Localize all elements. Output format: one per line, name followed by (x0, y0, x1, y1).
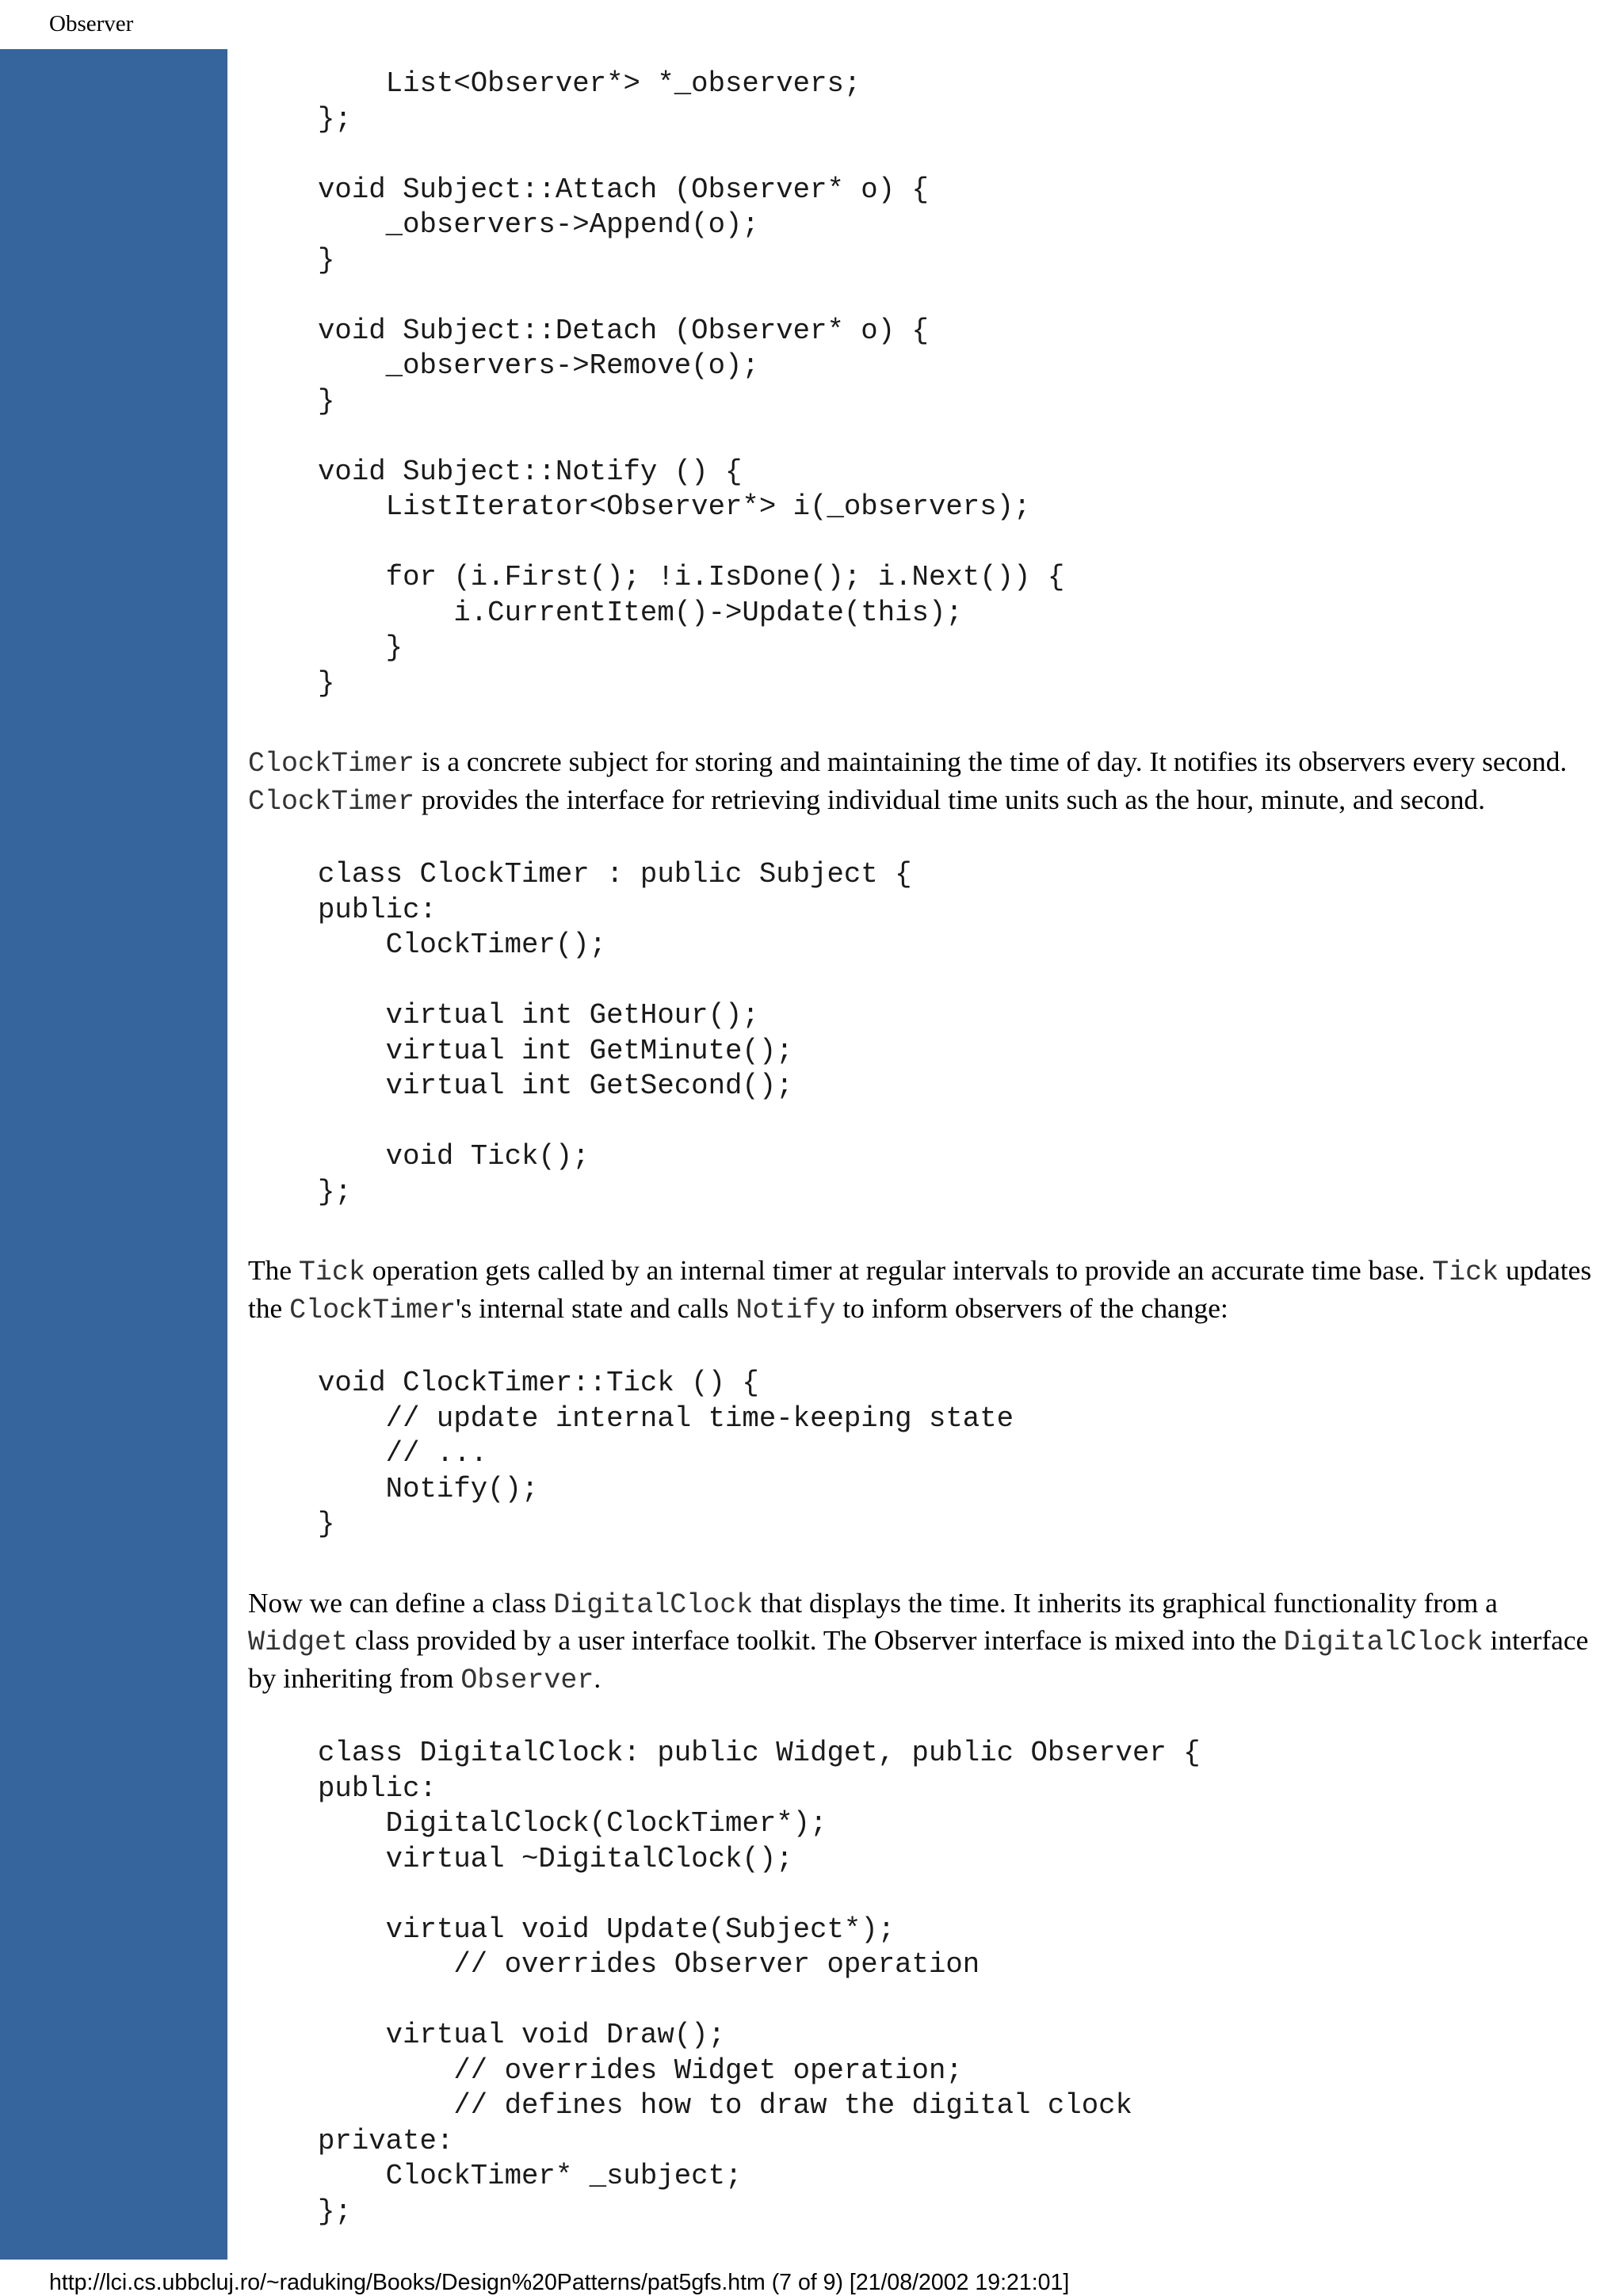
paragraph-text: 's internal state and calls (456, 1291, 736, 1324)
paragraph-text: is a concrete subject for storing and maintaining the time of day. It notifies its observers every second. (414, 746, 1568, 777)
footer-url: http://lci.cs.ubbcluj.ro/~raduking/Books/Design%20Patterns/pat5gfs.htm (7 of 9) [21/08/2002 19:21:01] (49, 2270, 1070, 2295)
inline-code: ClockTimer (248, 785, 415, 818)
inline-code: Tick (298, 1257, 365, 1288)
code-block-clocktimer-class: class ClockTimer : public Subject { public: ClockTimer(); virtual int GetHour(); virtual int GetMinute(); virtual int GetSecond(); void Tick(); }; (318, 858, 912, 1208)
paragraph-text: updates the (248, 1254, 1592, 1324)
inline-code: Widget (248, 1627, 349, 1658)
paragraph-text: that displays the time. It inherits its graphical functionality from a (753, 1586, 1498, 1619)
paragraph-text: operation gets called by an internal timer at regular intervals to provide an accurate time base. (365, 1254, 1433, 1286)
paragraph-text: Now we can define a class (248, 1586, 554, 1619)
paragraph-digitalclock-intro (248, 1585, 1595, 1699)
paragraph-text: class provided by a user interface toolkit. The Observer interface is mixed into the (348, 1624, 1284, 1656)
inline-code: Notify (735, 1294, 836, 1326)
document-body (248, 67, 1595, 2229)
code-block-digitalclock-class: class DigitalClock: public Widget, public Observer { public: DigitalClock(ClockTimer*); virtual ~DigitalClock(); virtual void Update(Subject*); // overrides Observer operation virtual void Draw(); // overrides Widget operation; // defines how to draw the digital clock private: ClockTimer* _subject; }; (318, 1737, 1201, 2228)
paragraph-clocktimer-intro (248, 744, 1595, 819)
paragraph-text: . (594, 1661, 601, 1694)
paragraph-text: interface by inheriting from (248, 1624, 1589, 1694)
inline-code: DigitalClock (1283, 1627, 1484, 1658)
code-block-subject-methods: List<Observer*> *_observers; }; void Subject::Attach (Observer* o) { _observers->Append(o); } void Subject::Detach (Observer* o) { _observers->Remove(o); } void Subject::Notify () { ListIterator<Observer*> i(_observers); for (i.First(); !i.IsDone(); i.Next()) { i.CurrentItem()->Update(this); } } (318, 67, 1065, 700)
paragraph-text: provides the interface for retrieving individual time units such as the hour, minute, and second. (414, 783, 1485, 815)
inline-code: ClockTimer (289, 1294, 456, 1326)
paragraph-text: to inform observers of the change: (835, 1291, 1228, 1324)
inline-code: ClockTimer (248, 748, 415, 780)
inline-code: Tick (1432, 1257, 1499, 1288)
paragraph-text: The (248, 1254, 299, 1286)
code-block-tick-impl: void ClockTimer::Tick () { // update internal time-keeping state // ... Notify(); } (318, 1367, 1014, 1540)
inline-code: DigitalClock (553, 1589, 754, 1621)
sidebar-band (0, 49, 227, 2260)
page-title: Observer (49, 11, 134, 36)
paragraph-tick-operation (248, 1253, 1595, 1328)
inline-code: Observer (460, 1664, 594, 1696)
